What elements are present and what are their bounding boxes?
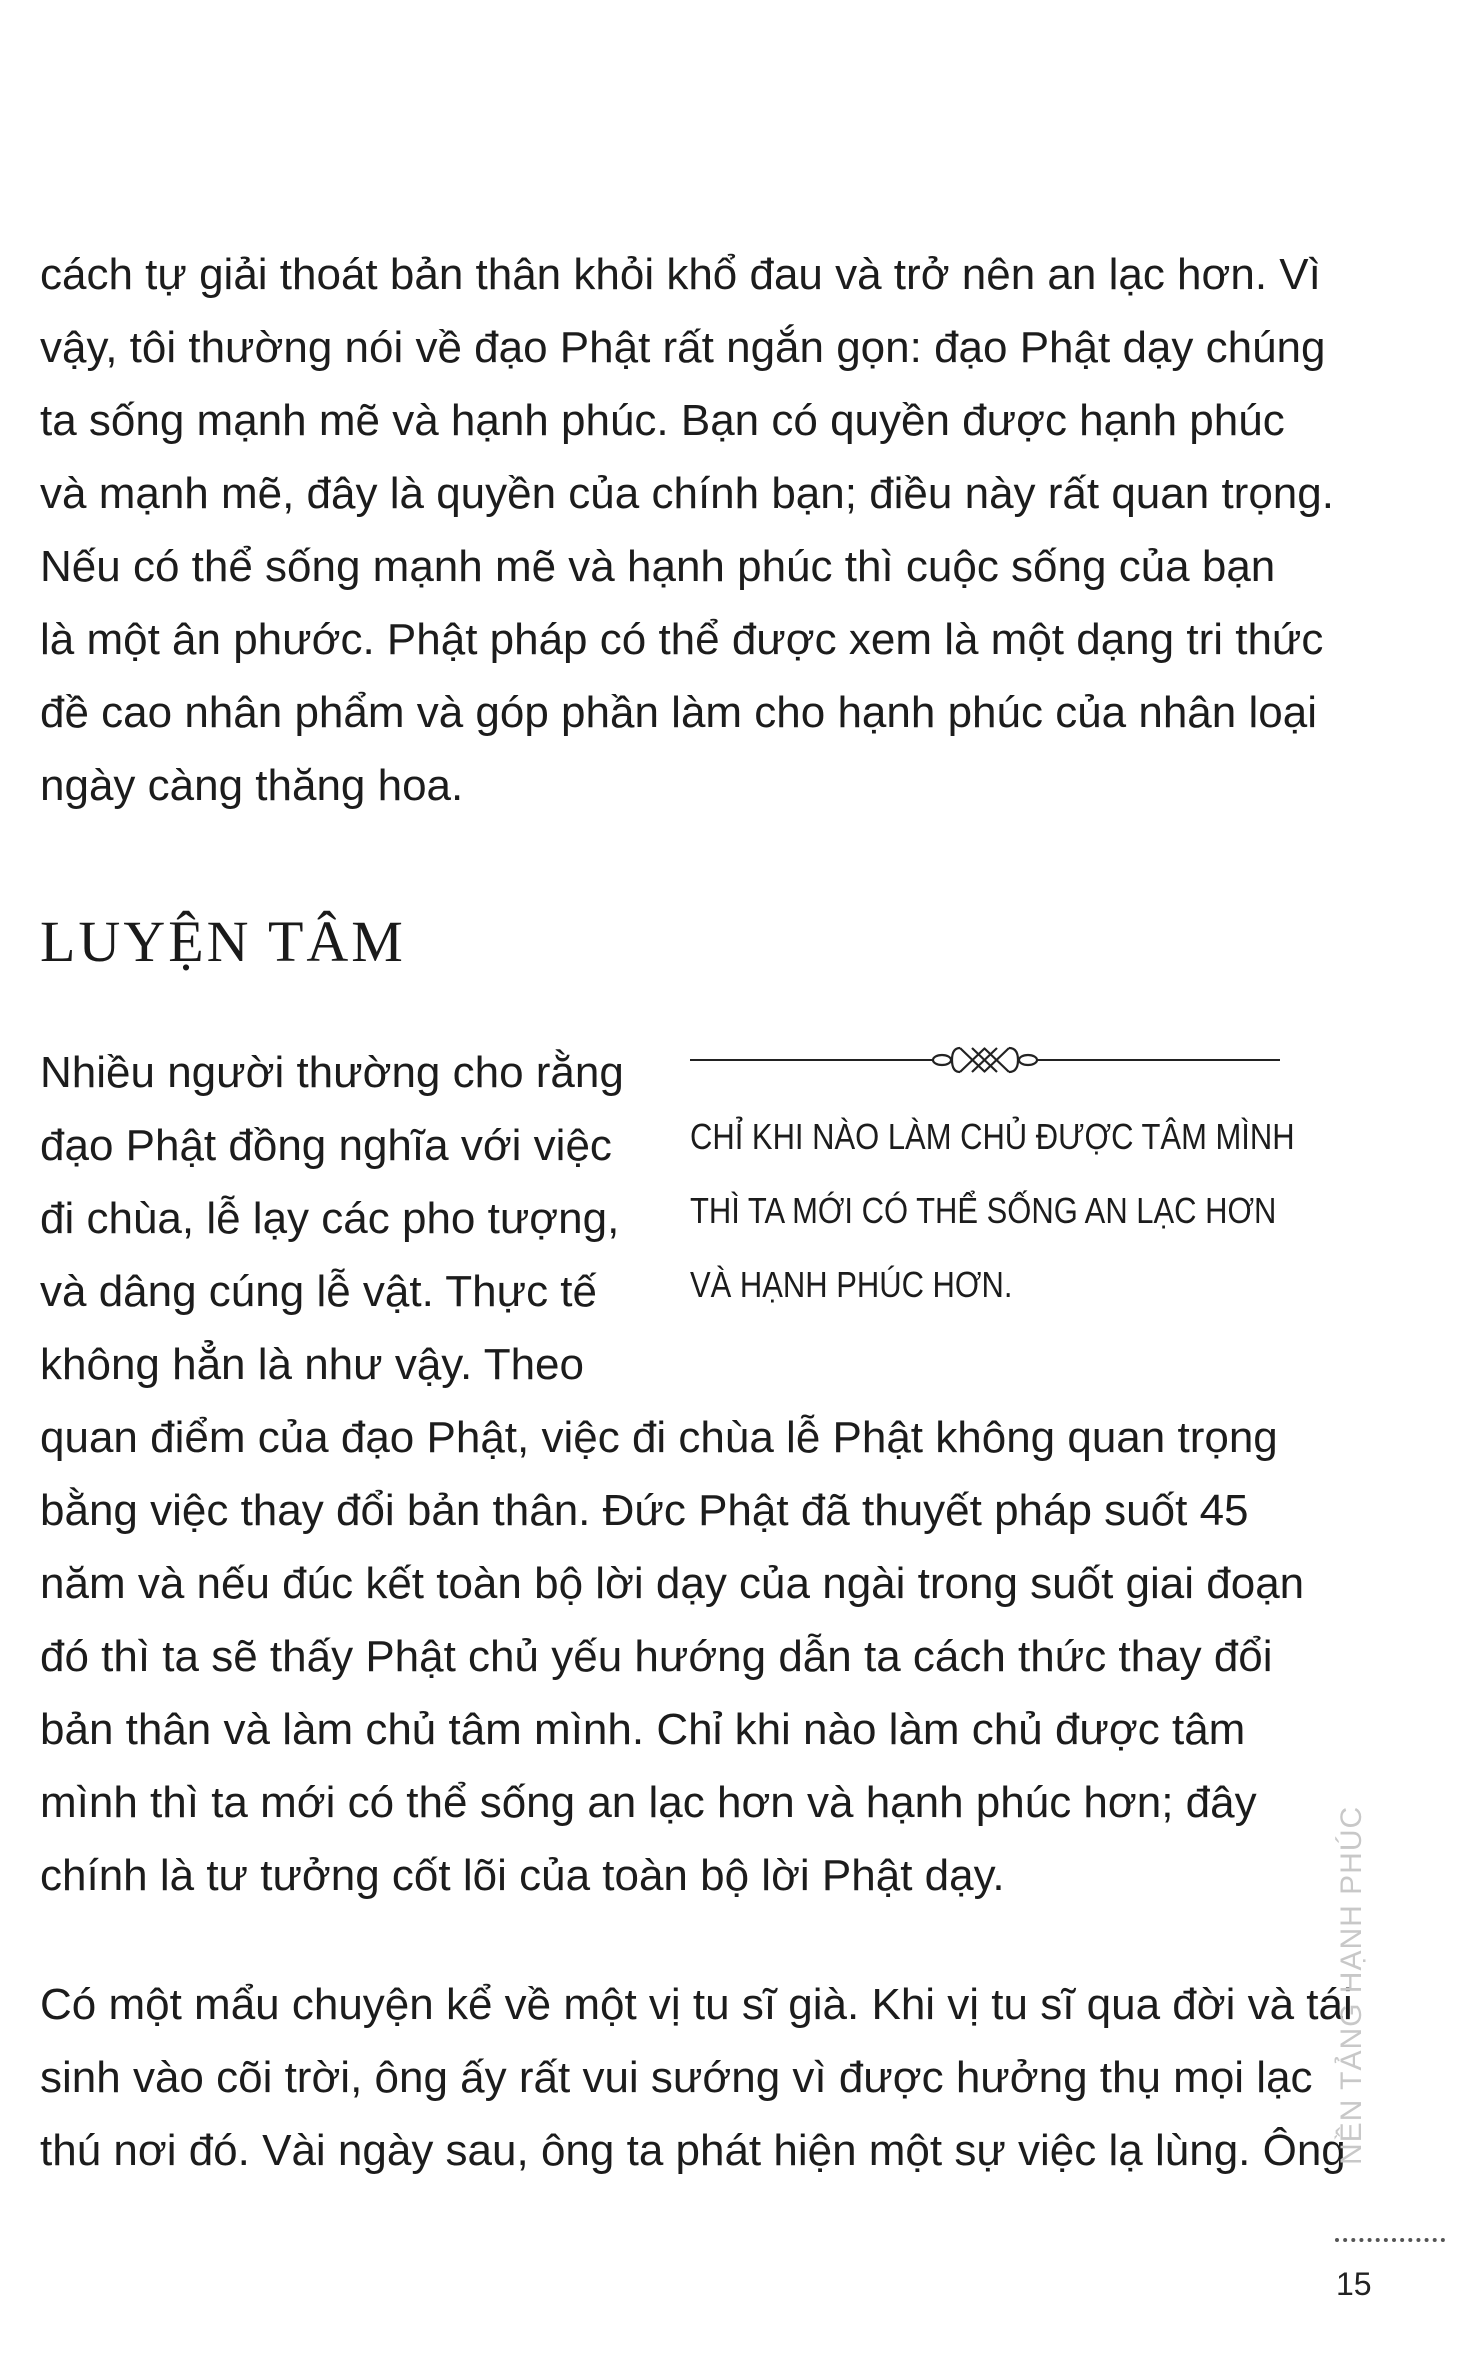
- quote-line: CHỈ KHI NÀO LÀM CHỦ ĐƯỢC TÂM MÌNH: [690, 1116, 1295, 1157]
- page-number: 15: [1336, 2266, 1372, 2302]
- text-line: Nếu có thể sống mạnh mẽ và hạnh phúc thì cuộc sống của bạn: [40, 542, 1276, 591]
- text-line: đề cao nhân phẩm và góp phần làm cho hạnh phúc của nhân loại: [40, 688, 1317, 737]
- paragraph-3: [40, 1968, 1353, 2187]
- text-line: không hẳn là như vậy. Theo: [40, 1340, 584, 1389]
- pull-quote: [690, 1040, 1295, 1322]
- paragraph-2-narrow: [40, 1036, 640, 1401]
- paragraph-1: [40, 238, 1334, 822]
- text-line: chính là tư tưởng cốt lõi của toàn bộ lời Phật dạy.: [40, 1851, 1005, 1900]
- text-line: quan điểm của đạo Phật, việc đi chùa lễ Phật không quan trọng: [40, 1413, 1278, 1462]
- text-line: bằng việc thay đổi bản thân. Đức Phật đã thuyết pháp suốt 45: [40, 1486, 1249, 1535]
- rule-right: [1037, 1059, 1280, 1061]
- section-heading: LUYỆN TÂM: [40, 909, 406, 974]
- quote-line: VÀ HẠNH PHÚC HƠN.: [690, 1264, 1013, 1305]
- pull-quote-rule: [690, 1040, 1280, 1080]
- pull-quote-text: [690, 1100, 1295, 1322]
- text-line: đạo Phật đồng nghĩa với việc: [40, 1121, 612, 1170]
- endless-knot-icon: [930, 1040, 1040, 1080]
- rule-left: [690, 1059, 933, 1061]
- text-line: Có một mẩu chuyện kể về một vị tu sĩ già. Khi vị tu sĩ qua đời và tái: [40, 1980, 1353, 2029]
- text-line: mình thì ta mới có thể sống an lạc hơn và hạnh phúc hơn; đây: [40, 1778, 1257, 1827]
- text-line: Nhiều người thường cho rằng: [40, 1048, 624, 1097]
- text-line: năm và nếu đúc kết toàn bộ lời dạy của ngài trong suốt giai đoạn: [40, 1559, 1305, 1608]
- text-line: và mạnh mẽ, đây là quyền của chính bạn; điều này rất quan trọng.: [40, 469, 1334, 518]
- text-line: là một ân phước. Phật pháp có thể được xem là một dạng tri thức: [40, 615, 1324, 664]
- quote-line: THÌ TA MỚI CÓ THỂ SỐNG AN LẠC HƠN: [690, 1190, 1277, 1231]
- paragraph-2-full: [40, 1401, 1305, 1912]
- text-line: thú nơi đó. Vài ngày sau, ông ta phát hiện một sự việc lạ lùng. Ông: [40, 2126, 1346, 2175]
- text-line: sinh vào cõi trời, ông ấy rất vui sướng vì được hưởng thụ mọi lạc: [40, 2053, 1313, 2102]
- text-line: vậy, tôi thường nói về đạo Phật rất ngắn gọn: đạo Phật dạy chúng: [40, 323, 1326, 372]
- text-line: và dâng cúng lễ vật. Thực tế: [40, 1267, 597, 1316]
- text-line: đi chùa, lễ lạy các pho tượng,: [40, 1194, 620, 1243]
- text-line: bản thân và làm chủ tâm mình. Chỉ khi nào làm chủ được tâm: [40, 1705, 1246, 1754]
- text-line: ngày càng thăng hoa.: [40, 761, 464, 810]
- footer-dotted-rule: [1335, 2238, 1445, 2246]
- text-line: đó thì ta sẽ thấy Phật chủ yếu hướng dẫn ta cách thức thay đổi: [40, 1632, 1273, 1681]
- text-line: ta sống mạnh mẽ và hạnh phúc. Bạn có quyền được hạnh phúc: [40, 396, 1285, 445]
- text-line: cách tự giải thoát bản thân khỏi khổ đau và trở nên an lạc hơn. Vì: [40, 250, 1321, 299]
- running-title: NỀN TẢNG HẠNH PHÚC: [1335, 1805, 1368, 2165]
